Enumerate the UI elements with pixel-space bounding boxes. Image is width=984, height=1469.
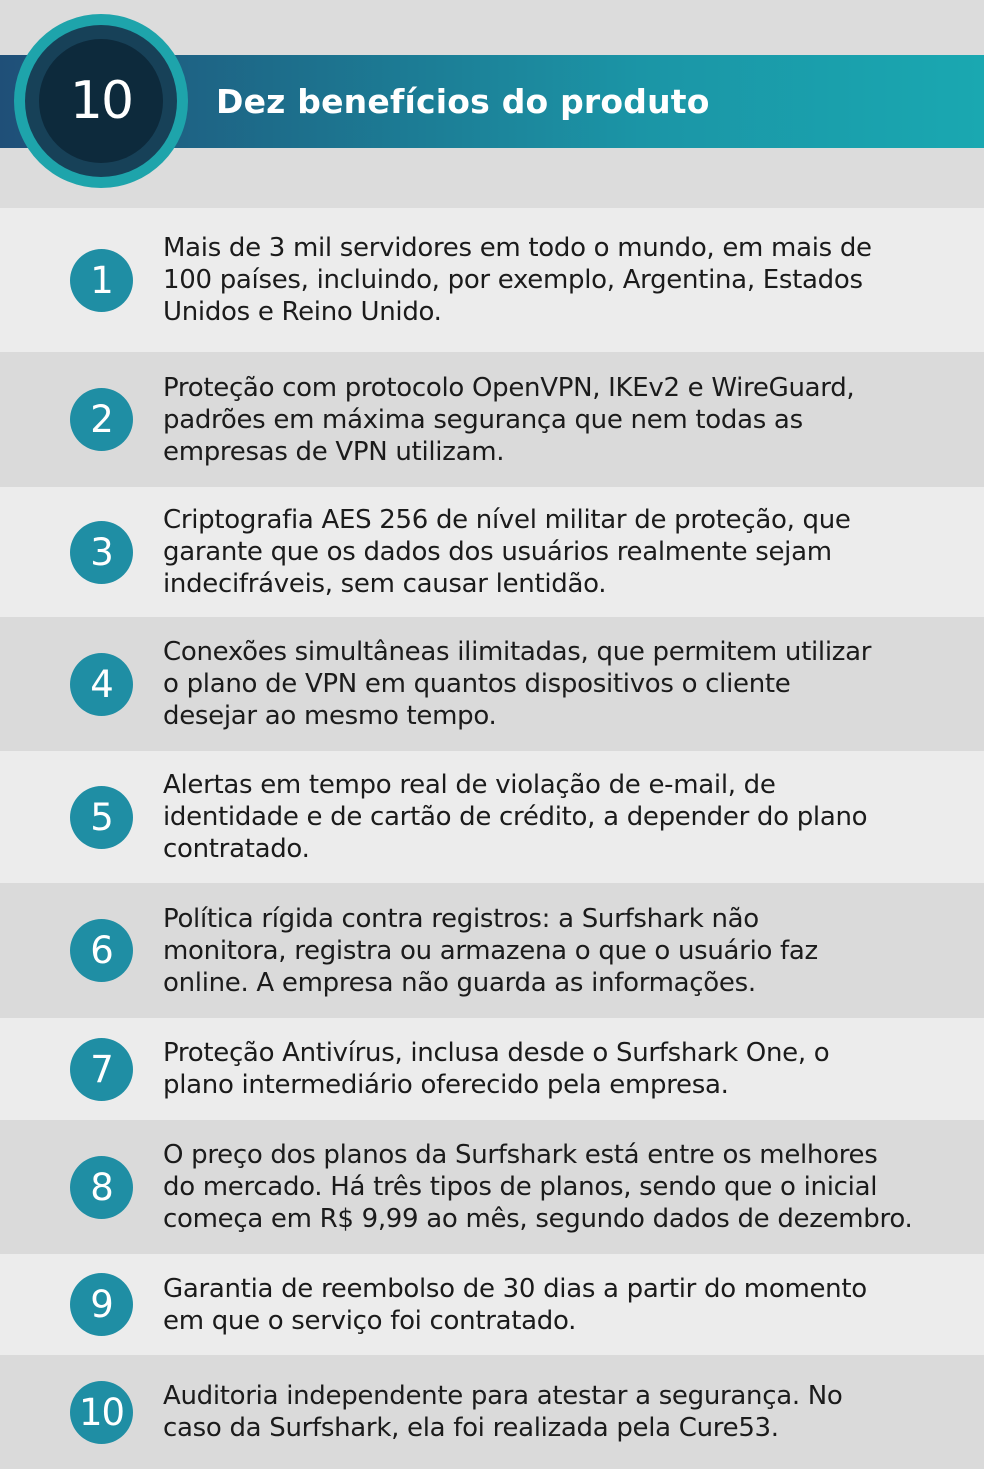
benefit-text-line: Conexões simultâneas ilimitadas, que permitem utilizar <box>163 637 872 667</box>
benefit-text <box>163 769 963 865</box>
benefit-text-line: caso da Surfshark, ela foi realizada pela Cure53. <box>163 1413 779 1443</box>
benefit-text-line: desejar ao mesmo tempo. <box>163 701 497 731</box>
benefit-text-line: identidade e de cartão de crédito, a depender do plano <box>163 802 868 832</box>
benefit-text <box>163 636 963 732</box>
benefit-text-line: Mais de 3 mil servidores em todo o mundo, em mais de <box>163 233 872 263</box>
benefit-number-badge: 2 <box>70 388 133 451</box>
benefit-text-line: Proteção com protocolo OpenVPN, IKEv2 e WireGuard, <box>163 373 855 403</box>
benefit-text-line: Criptografia AES 256 de nível militar de proteção, que <box>163 505 851 535</box>
benefit-row <box>0 487 984 617</box>
benefit-text-line: garante que os dados dos usuários realmente sejam <box>163 537 832 567</box>
benefit-number-badge: 10 <box>70 1381 133 1444</box>
benefit-text-line: Proteção Antivírus, inclusa desde o Surfshark One, o <box>163 1038 830 1068</box>
benefit-text-line: indecifráveis, sem causar lentidão. <box>163 569 607 599</box>
benefit-text-line: padrões em máxima segurança que nem todas as <box>163 405 803 435</box>
benefit-text <box>163 232 963 328</box>
benefit-text-line: empresas de VPN utilizam. <box>163 437 505 467</box>
benefit-number-badge: 1 <box>70 249 133 312</box>
benefit-number-badge: 7 <box>70 1038 133 1101</box>
benefit-text <box>163 1273 963 1337</box>
benefit-row <box>0 1120 984 1254</box>
benefit-text-line: em que o serviço foi contratado. <box>163 1306 577 1336</box>
benefit-row <box>0 883 984 1018</box>
benefit-row <box>0 208 984 352</box>
benefit-number-badge: 3 <box>70 521 133 584</box>
benefit-number-badge: 8 <box>70 1156 133 1219</box>
benefit-text-line: Alertas em tempo real de violação de e-mail, de <box>163 770 776 800</box>
benefit-text-line: online. A empresa não guarda as informações. <box>163 968 756 998</box>
header-badge <box>14 14 188 188</box>
benefit-text-line: plano intermediário oferecido pela empresa. <box>163 1070 729 1100</box>
benefit-number-badge: 9 <box>70 1273 133 1336</box>
benefit-text-line: Unidos e Reino Unido. <box>163 297 442 327</box>
benefit-text-line: O preço dos planos da Surfshark está entre os melhores <box>163 1140 878 1170</box>
benefit-text-line: 100 países, incluindo, por exemplo, Argentina, Estados <box>163 265 863 295</box>
benefit-text <box>163 1380 963 1444</box>
benefit-text-line: Garantia de reembolso de 30 dias a partir do momento <box>163 1274 867 1304</box>
benefit-row <box>0 1355 984 1469</box>
benefit-number-badge: 4 <box>70 653 133 716</box>
benefit-text-line: o plano de VPN em quantos dispositivos o cliente <box>163 669 791 699</box>
benefit-text-line: do mercado. Há três tipos de planos, sendo que o inicial <box>163 1172 878 1202</box>
benefit-row <box>0 617 984 751</box>
benefit-text <box>163 1037 963 1101</box>
benefit-row <box>0 751 984 883</box>
header-title: Dez benefícios do produto <box>216 82 710 121</box>
benefit-text <box>163 903 963 999</box>
benefit-text <box>163 504 963 600</box>
benefit-row <box>0 352 984 487</box>
benefit-number-badge: 5 <box>70 786 133 849</box>
benefit-text-line: Política rígida contra registros: a Surfshark não <box>163 904 759 934</box>
benefit-text-line: monitora, registra ou armazena o que o usuário faz <box>163 936 818 966</box>
benefit-text <box>163 1139 963 1235</box>
benefit-text-line: Auditoria independente para atestar a segurança. No <box>163 1381 843 1411</box>
benefit-text <box>163 372 963 468</box>
benefit-text-line: começa em R$ 9,99 ao mês, segundo dados de dezembro. <box>163 1204 913 1234</box>
benefit-text-line: contratado. <box>163 834 310 864</box>
header-badge-number: 10 <box>39 39 163 163</box>
benefit-row <box>0 1254 984 1355</box>
benefit-number-badge: 6 <box>70 919 133 982</box>
header-badge-ring <box>25 25 177 177</box>
benefit-row <box>0 1018 984 1120</box>
